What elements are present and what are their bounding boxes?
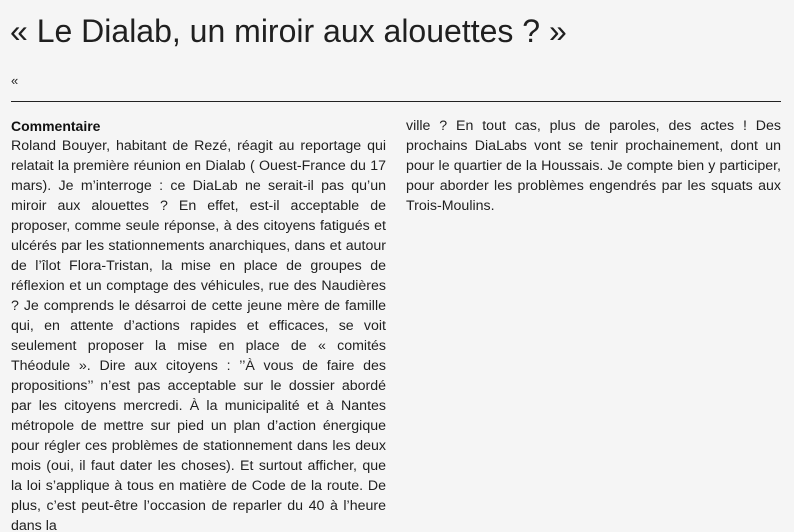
article-column-right — [406, 116, 781, 216]
article-title: « Le Dialab, un miroir aux alouettes ? » — [10, 13, 567, 49]
article-body-right: ville ? En tout cas, plus de paroles, des actes ! Des prochains DiaLabs vont se tenir prochainement, dont un pour le quartier de la Houssais. Je compte bien y participer, pour aborder les problèmes engendrés par les squats aux Trois-Moulins. — [406, 118, 781, 214]
article-body-left: Roland Bouyer, habitant de Rezé, réagit au reportage qui relatait la première réunion en Dialab ( Ouest-France du 17 mars). Je m’interroge : ce DiaLab ne serait-il pas qu’un miroir aux alouettes ? En effet, est-il acceptable de proposer, comme seule réponse, à des citoyens fatigués et ulcérés par les stationnements anarchiques, dans et autour de l’îlot Flora-Tristan, la mise en place de groupes de réflexion et un comptage des véhicules, rue des Naudières ? Je comprends le désarroi de cette jeune mère de famille qui, en attente d’actions rapides et efficaces, se voit seulement proposer la mise en place de « comités Théodule ». Dire aux citoyens : ’’À vous de faire des propositions’’ n’est pas acceptable sur le dossier abordé par les citoyens mercredi. À la municipalité et à Nantes métropole de mettre sur pied un plan d’action énergique pour régler ces problèmes de stationnement dans les deux mois (oui, il faut dater les choses). Et surtout afficher, que la loi s’applique à tous en matière de Code de la route. De plus, c’est peut-être l’occasion de reparler du 40 à l’heure dans la — [11, 138, 386, 532]
opening-quote-mark: « — [11, 73, 19, 88]
article-column-left — [11, 116, 386, 532]
title-divider — [11, 101, 781, 102]
section-heading: Commentaire — [11, 118, 101, 134]
